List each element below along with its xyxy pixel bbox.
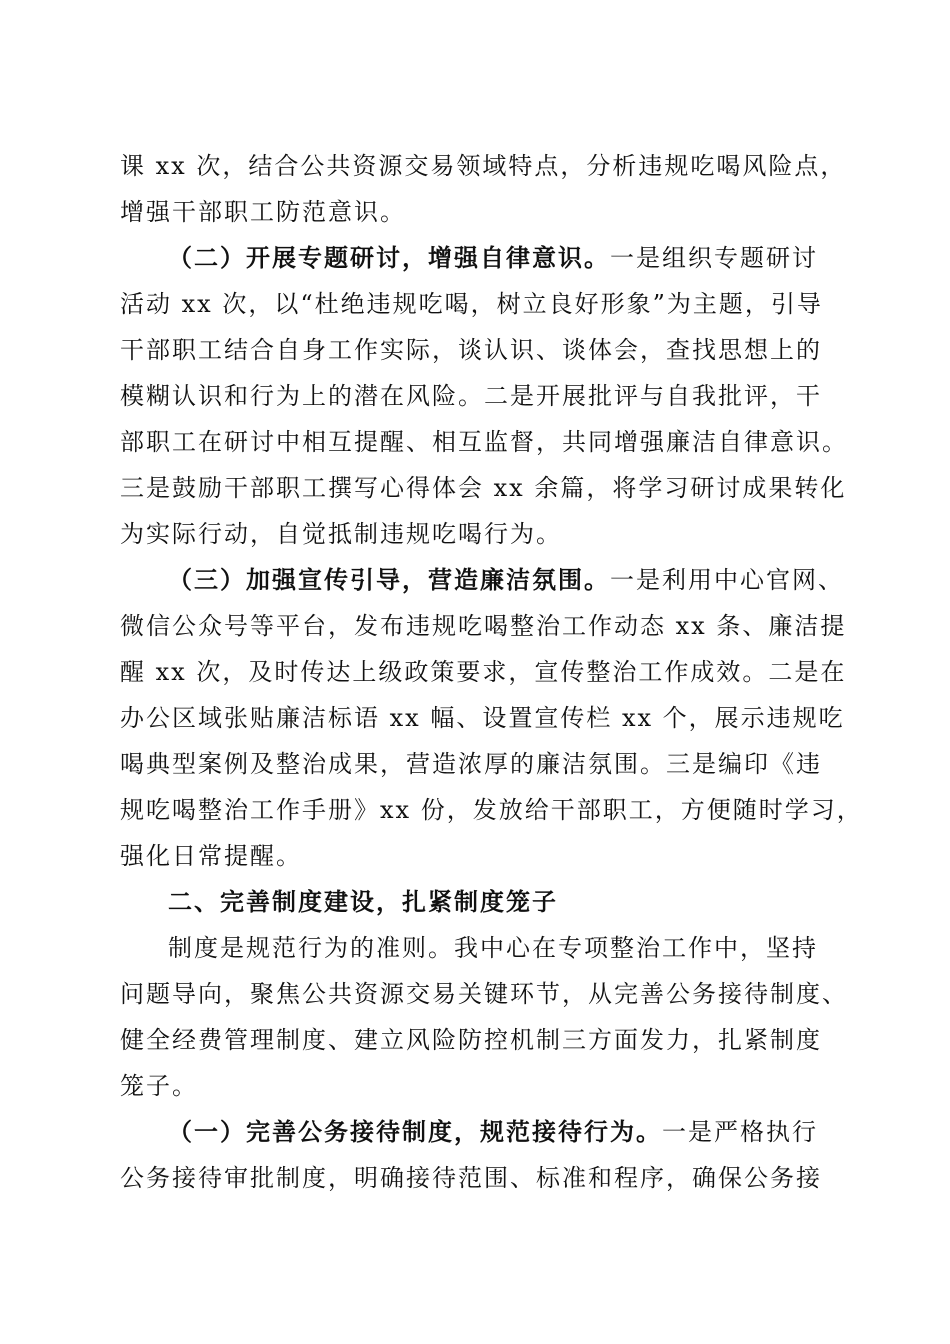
paragraph-line: 部职工在研讨中相互提醒、相互监督，共同增强廉洁自律意识。 (120, 428, 848, 456)
paragraph-line (120, 557, 844, 603)
paragraph-text: 一是组织专题研讨 (610, 244, 818, 272)
paragraph-line: 为实际行动，自觉抵制违规吃喝行为。 (120, 520, 562, 548)
paragraph-line: 笼子。 (120, 1072, 198, 1100)
paragraph-line: 三是鼓励干部职工撰写心得体会 xx 余篇，将学习研讨成果转化 (120, 474, 847, 502)
section-heading: 二、完善制度建设，扎紧制度笼子 (168, 888, 558, 916)
paragraph-line: 增强干部职工防范意识。 (120, 198, 406, 226)
paragraph-line: 规吃喝整治工作手册》xx 份，发放给干部职工，方便随时学习， (120, 796, 863, 824)
paragraph-line: 强化日常提醒。 (120, 842, 302, 870)
paragraph-line: 课 xx 次，结合公共资源交易领域特点，分析违规吃喝风险点， (120, 152, 847, 180)
paragraph-line (120, 235, 834, 281)
paragraph-line: 健全经费管理制度、建立风险防控机制三方面发力，扎紧制度 (120, 1026, 822, 1054)
paragraph-line: 公务接待审批制度，明确接待范围、标准和程序，确保公务接 (120, 1164, 822, 1192)
paragraph-line: 微信公众号等平台，发布违规吃喝整治工作动态 xx 条、廉洁提 (120, 612, 847, 640)
paragraph-line: 模糊认识和行为上的潜在风险。二是开展批评与自我批评，干 (120, 382, 822, 410)
paragraph-line: 制度是规范行为的准则。我中心在专项整治工作中，坚持 (168, 934, 818, 962)
paragraph-text: 一是利用中心官网、 (610, 566, 844, 594)
paragraph-line: 干部职工结合自身工作实际，谈认识、谈体会，查找思想上的 (120, 336, 822, 364)
subheading-2: （二）开展专题研讨，增强自律意识。 (168, 244, 610, 272)
paragraph-line (120, 1109, 834, 1155)
paragraph-text: 一是严格执行 (662, 1118, 818, 1146)
paragraph-line: 活动 xx 次，以“杜绝违规吃喝，树立良好形象”为主题，引导 (120, 290, 823, 318)
subheading-3: （三）加强宣传引导，营造廉洁氛围。 (168, 566, 610, 594)
document-body (120, 143, 863, 1201)
paragraph-line: 问题导向，聚焦公共资源交易关键环节，从完善公务接待制度、 (120, 980, 848, 1008)
paragraph-line: 办公区域张贴廉洁标语 xx 幅、设置宣传栏 xx 个，展示违规吃 (120, 704, 845, 732)
paragraph-line: 醒 xx 次，及时传达上级政策要求，宣传整治工作成效。二是在 (120, 658, 847, 686)
paragraph-line: 喝典型案例及整治成果，营造浓厚的廉洁氛围。三是编印《违 (120, 750, 822, 778)
subheading-1: （一）完善公务接待制度，规范接待行为。 (168, 1118, 662, 1146)
